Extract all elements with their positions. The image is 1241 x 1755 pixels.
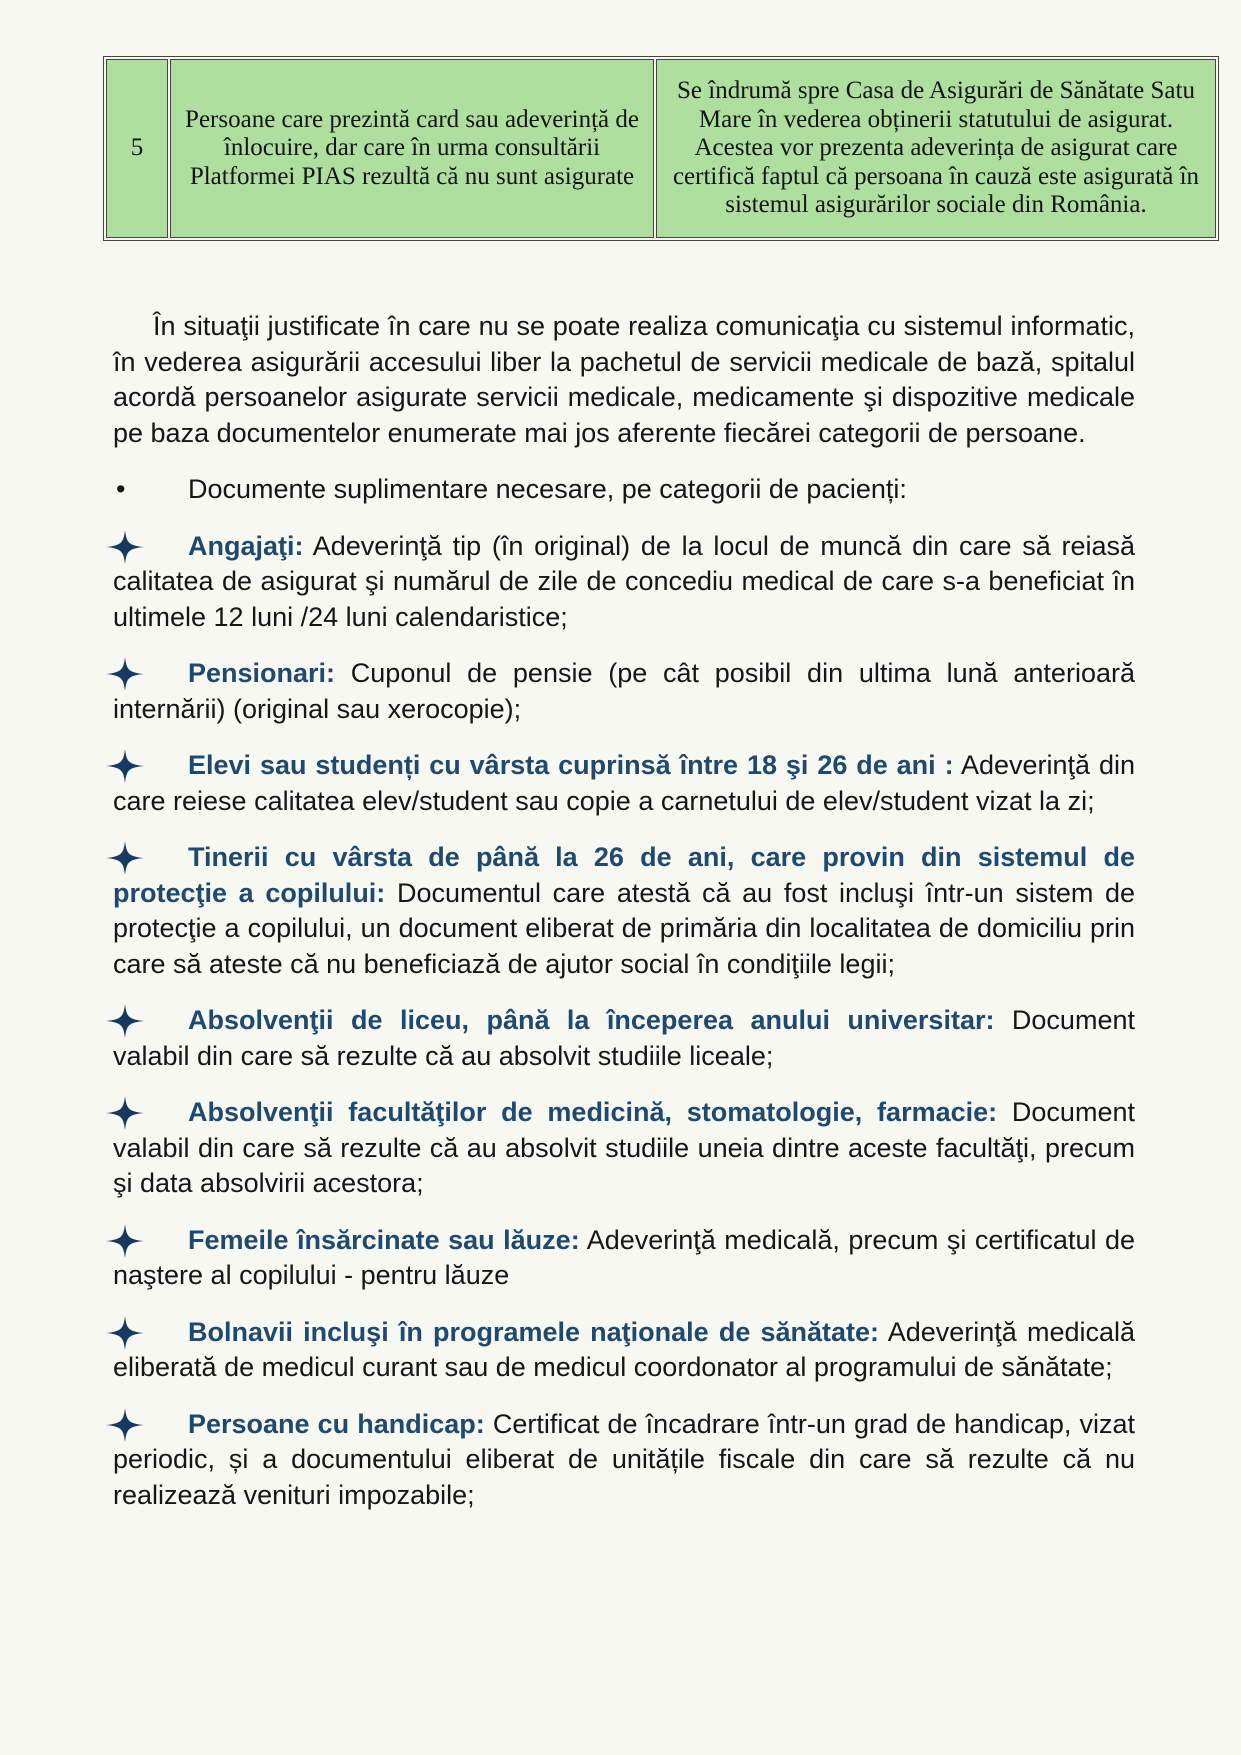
documents-heading-text: Documente suplimentare necesare, pe categorii de pacienți:: [188, 474, 907, 504]
category-description: Adeverinţă medicală, precum şi certificatul de naştere al copilului - pentru lăuze: [113, 1224, 1135, 1290]
category-item-employees: [113, 529, 1135, 636]
category-description: Documentul care atestă că au fost incluşi într-un sistem de protecţie a copilului, un document eliberat de primăria din localitatea de domiciliu prin care să ateste că nu beneficiază de ajutor social în condiţiile legii;: [113, 877, 1135, 979]
category-item-youth-child-protection: [113, 840, 1135, 982]
four-point-star-icon: [106, 749, 144, 783]
four-point-star-icon: [106, 1224, 144, 1258]
patient-category-cell: Persoane care prezintă card sau adeverință de înlocuire, dar care în urma consultării Platformei PIAS rezultă că nu sunt asigurate: [170, 59, 654, 238]
category-label: Elevi sau studenți cu vârsta cuprinsă între 18 şi 26 de ani :: [188, 750, 954, 780]
category-label: Pensionari:: [188, 658, 336, 688]
four-point-star-icon: [106, 1096, 144, 1130]
insurance-status-table: [103, 56, 1219, 241]
four-point-star-icon: [106, 1408, 144, 1442]
four-point-star-icon: [106, 1004, 144, 1038]
category-description: Adeverinţă tip (în original) de la locul de muncă din care să reiasă calitatea de asigurat şi numărul de zile de concediu medical de care s-a beneficiat în ultimele 12 luni /24 luni calendaristice;: [113, 530, 1135, 632]
category-description: Document valabil din care să rezulte că au absolvit studiile uneia dintre aceste facultăţi, precum şi data absolvirii acestora;: [113, 1097, 1135, 1198]
category-item-pensioners: [113, 656, 1135, 727]
bullet-icon: •: [116, 474, 126, 504]
intro-paragraph: În situaţii justificate în care nu se poate realiza comunicaţia cu sistemul informatic, în vederea asigurării accesului liber la pachetul de servicii medicale de bază, spitalul acordă persoanelor asigurate servicii medicale, medicamente şi dispozitive medicale pe baza documentelor enumerate mai jos aferente fiecărei categorii de persoane.: [113, 311, 1135, 448]
instruction-cell: Se îndrumă spre Casa de Asigurări de Sănătate Satu Mare în vederea obținerii statutului de asigurat. Acestea vor prezenta adeverința de asigurat care certifică faptul că persoana în cauză este asigurată în sistemul asigurărilor sociale din România.: [656, 59, 1216, 238]
category-description: Cuponul de pensie (pe cât posibil din ultima lună anterioară internării) (original sau xerocopie);: [113, 658, 1135, 724]
category-description: Document valabil din care să rezulte că au absolvit studiile liceale;: [113, 1005, 1135, 1071]
documents-heading: [113, 472, 1135, 508]
category-label: Tinerii cu vârsta de până la 26 de ani, care provin din sistemul de protecţie a copilului:: [113, 842, 1135, 908]
four-point-star-icon: [106, 841, 144, 875]
row-number-cell: 5: [106, 59, 168, 238]
category-item-high-school-graduates: [113, 1003, 1135, 1074]
category-description: Certificat de încadrare într-un grad de handicap, vizat periodic, și a documentului eliberat de unitățile fiscale din care să rezulte că nu realizează venituri impozabile;: [113, 1408, 1135, 1510]
category-item-students: [113, 748, 1135, 819]
category-item-national-program-patients: [113, 1315, 1135, 1386]
document-body: [113, 309, 1135, 1534]
category-description: Adeverinţă din care reiese calitatea elev/student sau copie a carnetului de elev/student vizat la zi;: [113, 750, 1135, 816]
category-label: Absolvenţii de liceu, până la începerea anului universitar:: [188, 1005, 995, 1035]
category-label: Absolvenţii facultăţilor de medicină, stomatologie, farmacie:: [188, 1097, 998, 1127]
four-point-star-icon: [106, 1316, 144, 1350]
category-label: Persoane cu handicap:: [188, 1408, 485, 1439]
category-item-medical-graduates: [113, 1095, 1135, 1202]
table-row: [106, 59, 1216, 238]
four-point-star-icon: [106, 530, 144, 564]
category-label: Femeile însărcinate sau lăuze:: [188, 1224, 580, 1255]
category-item-persons-with-disabilities: [113, 1407, 1135, 1514]
category-label: Bolnavii incluşi în programele naţionale de sănătate:: [188, 1316, 880, 1347]
category-item-pregnant-women: [113, 1223, 1135, 1294]
four-point-star-icon: [106, 657, 144, 691]
category-description: Adeverinţă medicală eliberată de medicul curant sau de medicul coordonator al programului de sănătate;: [113, 1316, 1136, 1382]
category-label: Angajaţi:: [188, 530, 304, 561]
